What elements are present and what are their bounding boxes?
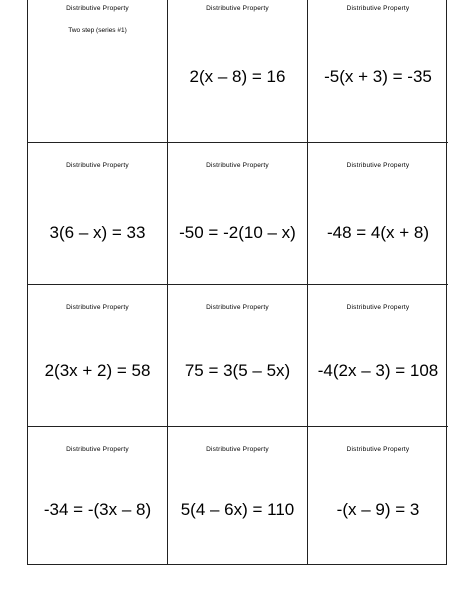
- equation: 2(x – 8) = 16: [189, 67, 286, 86]
- card-title: Distributive Property: [66, 446, 129, 453]
- worksheet-page: [27, 0, 447, 565]
- equation: -5(x + 3) = -35: [324, 67, 432, 86]
- card-subtitle: Two step (series #1): [68, 27, 127, 34]
- card-title: Distributive Property: [346, 5, 410, 12]
- card-5: [168, 143, 308, 285]
- equation: -50 = -2(10 – x): [179, 223, 296, 242]
- card-title: Distributive Property: [206, 446, 269, 453]
- equation: -4(2x – 3) = 108: [317, 361, 439, 380]
- card-title: Distributive Property: [206, 5, 269, 12]
- card-12: [308, 427, 448, 565]
- card-title: Distributive Property: [206, 304, 269, 311]
- card-1: [28, 0, 168, 143]
- card-8: [168, 285, 308, 427]
- card-grid: [28, 0, 446, 564]
- card-3: [308, 0, 448, 143]
- card-7: [28, 285, 168, 427]
- card-9: [308, 285, 448, 427]
- card-11: [168, 427, 308, 565]
- card-title: Distributive Property: [66, 304, 129, 311]
- card-6: [308, 143, 448, 285]
- card-4: [28, 143, 168, 285]
- card-title: Distributive Property: [346, 304, 410, 311]
- equation: 5(4 – 6x) = 110: [180, 500, 295, 519]
- equation: 2(3x + 2) = 58: [44, 361, 151, 380]
- card-10: [28, 427, 168, 565]
- card-title: Distributive Property: [346, 162, 410, 169]
- equation: -48 = 4(x + 8): [326, 223, 430, 242]
- card-title: Distributive Property: [66, 162, 129, 169]
- equation: -34 = -(3x – 8): [43, 500, 152, 519]
- card-title: Distributive Property: [346, 446, 410, 453]
- card-2: [168, 0, 308, 143]
- card-title: Distributive Property: [206, 162, 269, 169]
- equation: -(x – 9) = 3: [336, 500, 420, 519]
- equation: 3(6 – x) = 33: [49, 223, 146, 242]
- equation: 75 = 3(5 – 5x): [184, 361, 291, 380]
- card-title: Distributive Property: [66, 5, 129, 12]
